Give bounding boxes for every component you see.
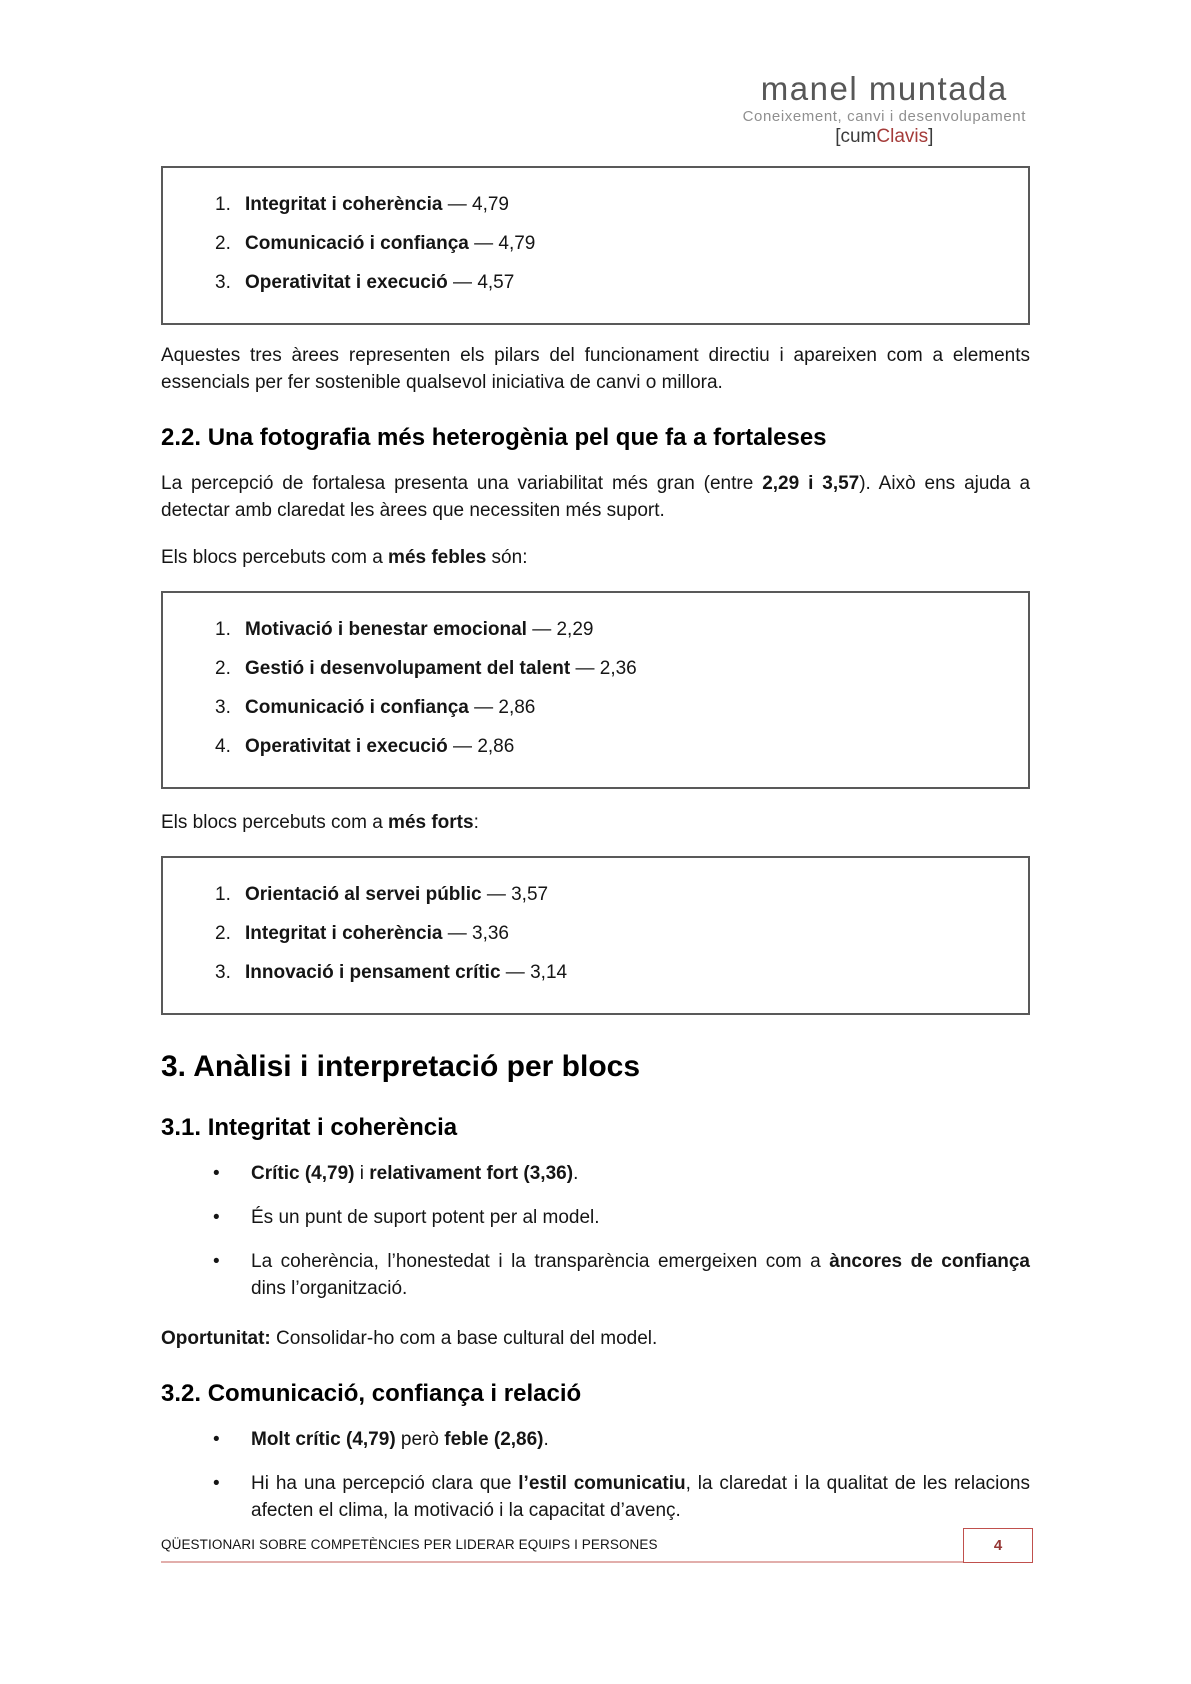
item-value: 4,57	[477, 272, 515, 293]
intro-text: :	[473, 812, 479, 833]
item-text	[245, 882, 548, 908]
paragraph-bold-values: 2,29 i 3,57	[762, 473, 860, 494]
variability-paragraph	[161, 470, 1030, 524]
page-header	[161, 0, 1030, 146]
brand-mark	[743, 127, 1026, 146]
weak-blocks-box	[161, 591, 1030, 789]
section-3-1-heading: 3.1. Integritat i coherència	[161, 1113, 458, 1141]
brand-mark-open: [cum	[835, 126, 877, 147]
intro-bold: més febles	[388, 547, 487, 568]
pillars-box	[161, 166, 1030, 325]
item-label: Motivació i benestar emocional	[245, 619, 527, 640]
bullet-plain: però	[395, 1428, 445, 1450]
item-value: 2,29	[556, 619, 594, 640]
bullet-plain: La coherència, l’honestedat i la transparència emergeixen com a	[251, 1250, 830, 1272]
item-sep: —	[447, 736, 478, 757]
strong-blocks-intro	[161, 810, 1030, 836]
item-text	[245, 270, 514, 296]
bullet-bold: àncores de confiança	[829, 1250, 1030, 1272]
bullet-item	[161, 1426, 1030, 1453]
item-value: 3,36	[472, 923, 509, 944]
item-number: 1.	[215, 884, 231, 905]
item-label: Integritat i coherència	[245, 923, 443, 944]
section-3-2-heading: 3.2. Comunicació, confiança i relació	[161, 1379, 582, 1407]
bullet-text: És un punt de suport potent per al model.	[251, 1206, 600, 1228]
section-3-heading: 3. Anàlisi i interpretació per blocs	[161, 1050, 641, 1083]
bullet-plain: , la claredat i la qualitat de les relacions afecten el clima, la motivació i la capacitat d’avenç.	[251, 1472, 1030, 1521]
item-sep: —	[570, 658, 600, 679]
item-text	[245, 617, 593, 643]
item-text	[245, 192, 509, 218]
item-text	[245, 231, 535, 257]
bullet-marker: •	[213, 1428, 220, 1450]
bullet-item	[161, 1160, 1030, 1187]
list-item	[163, 192, 1012, 218]
bullet-bold: l’estil comunicatiu	[518, 1472, 686, 1494]
list-item	[163, 656, 1012, 682]
list-item	[163, 882, 1012, 908]
bullet-marker: •	[213, 1250, 220, 1272]
bullet-text	[251, 1160, 1030, 1187]
bullet-bold: relativament fort (3,36)	[369, 1162, 574, 1184]
item-label: Orientació al servei públic	[245, 884, 482, 905]
item-sep: —	[468, 233, 499, 254]
list-item	[163, 921, 1012, 947]
list-item	[163, 695, 1012, 721]
list-item	[163, 231, 1012, 257]
item-text	[245, 734, 514, 760]
opportunity-line	[161, 1325, 1030, 1352]
bullet-bold: Crític (4,79)	[251, 1162, 355, 1184]
item-label: Comunicació i confiança	[245, 233, 469, 254]
list-item	[163, 270, 1012, 296]
brand-tagline: Coneixement, canvi i desenvolupament	[742, 108, 1026, 125]
weak-blocks-intro	[161, 545, 1030, 571]
item-value: 4,79	[472, 194, 509, 215]
bullet-plain: .	[543, 1428, 549, 1450]
item-number: 3.	[215, 272, 231, 293]
bullet-plain: dins l’organització.	[251, 1277, 408, 1299]
bullet-plain: .	[573, 1162, 579, 1184]
item-text	[245, 921, 509, 947]
bullet-marker: •	[213, 1206, 220, 1228]
brand-logo: manel muntada	[760, 70, 1008, 107]
item-text	[245, 960, 567, 986]
item-sep: —	[442, 923, 473, 944]
bullet-item	[161, 1204, 1030, 1231]
item-label: Operativitat i execució	[245, 736, 448, 757]
bullet-marker: •	[213, 1162, 220, 1184]
item-value: 3,57	[511, 884, 549, 905]
item-number: 2.	[215, 923, 231, 944]
item-number: 1.	[215, 194, 231, 215]
item-number: 3.	[215, 697, 231, 718]
intro-text: Els blocs percebuts com a	[161, 547, 389, 568]
item-value: 4,79	[498, 233, 536, 254]
item-number: 1.	[215, 619, 231, 640]
bullet-bold: feble (2,86)	[444, 1428, 544, 1450]
item-label: Gestió i desenvolupament del talent	[245, 658, 571, 679]
bullet-plain: Hi ha una percepció clara que	[251, 1472, 519, 1494]
item-label: Operativitat i execució	[245, 272, 448, 293]
bullet-plain: i	[354, 1162, 370, 1184]
item-value: 3,14	[530, 962, 568, 983]
brand-mark-accent: Clavis	[876, 126, 929, 147]
item-label: Innovació i pensament crític	[245, 962, 501, 983]
item-value: 2,86	[477, 736, 515, 757]
item-number: 2.	[215, 233, 231, 254]
item-sep: —	[500, 962, 531, 983]
bullet-item	[161, 1470, 1030, 1524]
item-sep: —	[468, 697, 499, 718]
item-label: Integritat i coherència	[245, 194, 443, 215]
item-sep: —	[526, 619, 557, 640]
item-text	[245, 656, 637, 682]
list-item	[163, 617, 1012, 643]
intro-text: Els blocs percebuts com a	[161, 812, 389, 833]
item-value: 2,36	[599, 658, 637, 679]
intro-text: són:	[486, 547, 528, 568]
item-number: 2.	[215, 658, 231, 679]
item-label: Comunicació i confiança	[245, 697, 469, 718]
bullet-text	[251, 1470, 1030, 1524]
list-item	[163, 960, 1012, 986]
item-number: 3.	[215, 962, 231, 983]
opportunity-label: Oportunitat:	[161, 1327, 271, 1349]
item-sep: —	[447, 272, 478, 293]
brand-mark-close: ]	[928, 126, 934, 147]
bullet-bold: Molt crític (4,79)	[251, 1428, 396, 1450]
page-number-box	[963, 1528, 1033, 1563]
footer-document-title: QÜESTIONARI SOBRE COMPETÈNCIES PER LIDERAR EQUIPS I PERSONES	[161, 1537, 658, 1552]
bullet-item	[161, 1248, 1030, 1302]
page-footer	[161, 1528, 1033, 1563]
item-sep: —	[481, 884, 512, 905]
intro-paragraph: Aquestes tres àrees representen els pilars del funcionament directiu i apareixen com a elements essencials per fer sostenible qualsevol iniciativa de canvi o millora.	[161, 345, 1030, 393]
opportunity-text: Consolidar-ho com a base cultural del model.	[270, 1327, 658, 1349]
item-sep: —	[442, 194, 473, 215]
paragraph-text: La percepció de fortalesa presenta una variabilitat més gran (entre	[161, 473, 763, 494]
strong-blocks-box	[161, 856, 1030, 1015]
section-2-2-heading: 2.2. Una fotografia més heterogènia pel que fa a fortaleses	[161, 424, 827, 451]
bullet-marker: •	[213, 1472, 220, 1494]
item-text	[245, 695, 535, 721]
brand-block	[743, 72, 1026, 146]
bullet-text	[251, 1248, 1030, 1302]
list-item	[163, 734, 1012, 760]
paragraph-text: ). Això ens ajuda a detectar amb claredat les àrees que necessiten més suport.	[161, 473, 1031, 521]
intro-bold: més forts	[388, 812, 474, 833]
item-value: 2,86	[498, 697, 536, 718]
page-number: 4	[993, 1537, 1003, 1554]
item-number: 4.	[215, 736, 231, 757]
bullet-text	[251, 1426, 1030, 1453]
